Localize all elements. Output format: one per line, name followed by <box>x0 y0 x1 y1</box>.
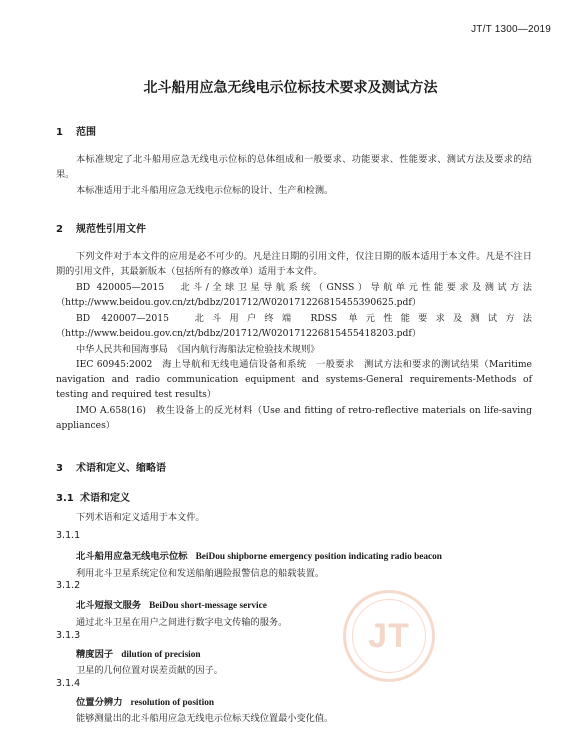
document-title: 北斗船用应急无线电示位标技术要求及测试方法 <box>143 80 438 96</box>
term-title: 北斗短报文服务 BeiDou short-message service <box>76 600 267 611</box>
term-number: 3.1.1 <box>56 530 81 541</box>
subsection-3-1-heading: 3.1 术语和定义 <box>56 493 130 504</box>
standard-code: JT/T 1300—2019 <box>471 24 551 35</box>
term-title: 精度因子 dilution of precision <box>76 649 201 660</box>
section-2-heading: 2 规范性引用文件 <box>56 224 146 235</box>
term-title: 北斗船用应急无线电示位标 BeiDou shipborne emergency position indicating radio beacon <box>76 551 442 562</box>
reference-iec-60945: IEC 60945:2002 海上导航和无线电通信设备和系统 一般要求 测试方法和要求的测试结果（Maritime navigation and radio communication equipment and systems-General requirements-Methods of testing and required test results） <box>56 359 532 401</box>
reference-bd-420007: BD 420007—2015 北斗用户终端 RDSS 单元性能要求及测试方法（http://www.beidou.gov.cn/zt/bdbz/201712/W020171226815455418203.pdf） <box>56 313 532 340</box>
term-definition: 利用北斗卫星系统定位和发送船舶遇险报警信息的船载装置。 <box>76 568 325 579</box>
section-1-para-1: 本标准规定了北斗船用应急无线电示位标的总体组成和一般要求、功能要求、性能要求、测试方法及要求的结果。 <box>56 154 532 181</box>
term-number: 3.1.4 <box>56 678 81 689</box>
term-definition: 卫星的几何位置对误差贡献的因子。 <box>76 665 223 676</box>
reference-imo-a658: IMO A.658(16) 救生设备上的反光材料（Use and fitting of retro-reflective materials on life-saving appliances） <box>56 405 532 432</box>
term-definition: 能够测量出的北斗船用应急无线电示位标天线位置最小变化值。 <box>76 713 334 724</box>
term-number: 3.1.2 <box>56 580 81 591</box>
term-number: 3.1.3 <box>56 630 81 641</box>
subsection-3-1-intro: 下列术语和定义适用于本文件。 <box>76 512 205 523</box>
term-title: 位置分辨力 resolution of position <box>76 697 215 708</box>
term-definition: 通过北斗卫星在用户之间进行数字电文传输的服务。 <box>76 617 288 628</box>
reference-bd-420005: BD 420005—2015 北斗/全球卫星导航系统（GNSS）导航单元性能要求及测试方法（http://www.beidou.gov.cn/zt/bdbz/201712/W020171226815455390625.pdf） <box>56 282 532 309</box>
jt-watermark-stamp <box>343 590 435 682</box>
section-1-para-2: 本标准适用于北斗船用应急无线电示位标的设计、生产和检测。 <box>76 185 334 196</box>
section-2-para-1: 下列文件对于本文件的应用是必不可少的。凡是注日期的引用文件，仅注日期的版本适用于本文件。凡是不注日期的引用文件，其最新版本（包括所有的修改单）适用于本文件。 <box>56 251 532 278</box>
section-3-heading: 3 术语和定义、缩略语 <box>56 463 166 474</box>
section-1-heading: 1 范围 <box>56 127 96 138</box>
reference-msa-rules: 中华人民共和国海事局 《国内航行海船法定检验技术规则》 <box>76 344 320 355</box>
stamp-text: JT <box>352 599 426 673</box>
